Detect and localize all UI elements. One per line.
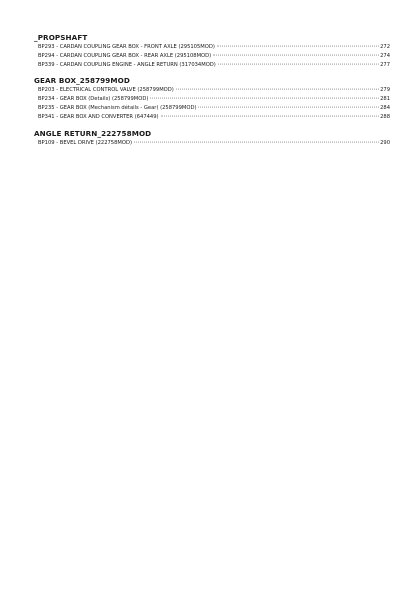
- toc-entry[interactable]: [38, 86, 390, 95]
- toc-entry[interactable]: [38, 113, 390, 122]
- toc-entry-page: 272: [380, 44, 390, 50]
- toc-entry[interactable]: [38, 104, 390, 113]
- toc-entry-page: 274: [380, 52, 390, 59]
- dot-leader: [134, 141, 379, 142]
- toc-entry-page: 277: [380, 61, 390, 68]
- toc-list: [34, 43, 390, 69]
- toc-list: [34, 139, 390, 148]
- dot-leader: [198, 107, 379, 108]
- toc-entry-label: BP294 - CARDAN COUPLING GEAR BOX - REAR AXLE (295108MOD): [38, 52, 212, 59]
- toc-entry[interactable]: [38, 61, 390, 70]
- toc-entry[interactable]: [38, 95, 390, 104]
- toc-entry-page: 284: [380, 104, 390, 111]
- toc-entry-label: BP339 - CARDAN COUPLING ENGINE - ANGLE RETURN (317034MOD): [38, 61, 216, 68]
- section-title: ANGLE RETURN_222758MOD: [34, 128, 152, 138]
- dot-leader: [213, 54, 379, 55]
- toc-entry[interactable]: [38, 43, 390, 52]
- toc-entry-label: BP341 - GEAR BOX AND CONVERTER (647449): [38, 113, 159, 120]
- toc-entry-label: BP109 - BEVEL DRIVE (222758MOD): [38, 139, 132, 146]
- section-gear-box: [34, 76, 390, 121]
- toc-entry-label: BP234 - GEAR BOX (Details) (258799MOD): [38, 96, 149, 103]
- toc-entry-page: 288: [380, 113, 390, 120]
- dot-leader: [176, 89, 379, 90]
- dot-leader: [217, 46, 379, 47]
- toc-entry-page: 281: [380, 96, 390, 103]
- toc-entry-page: 290: [380, 139, 390, 146]
- section-title: _PROPSHAFT: [34, 33, 88, 42]
- dot-leader: [161, 115, 380, 116]
- toc-entry-label: BP293 - CARDAN COUPLING GEAR BOX - FRONT AXLE (295105MOD): [38, 44, 215, 50]
- section-propshaft: [34, 33, 390, 69]
- toc-entry-page: 279: [380, 87, 390, 94]
- toc-entry[interactable]: [38, 52, 390, 61]
- toc-list: [34, 86, 390, 121]
- toc-entry-label: BP235 - GEAR BOX (Mechanism détails - Gear) (258799MOD): [38, 104, 197, 111]
- toc-entry-label: BP203 - ELECTRICAL CONTROL VALVE (258799MOD): [38, 87, 174, 94]
- dot-leader: [218, 63, 379, 64]
- toc-entry[interactable]: [38, 139, 390, 148]
- dot-leader: [150, 98, 379, 99]
- section-angle-return: [34, 129, 390, 148]
- section-title: GEAR BOX_258799MOD: [34, 76, 130, 86]
